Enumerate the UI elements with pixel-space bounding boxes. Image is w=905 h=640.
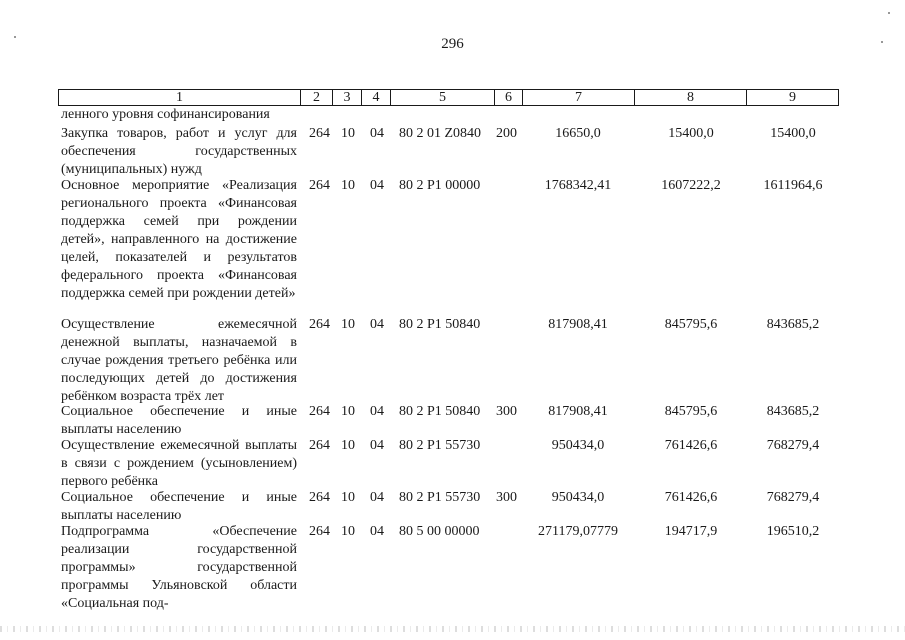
cell-col-3: 10	[341, 490, 355, 505]
scan-speck	[881, 41, 883, 43]
row-description: Подпрограмма «Обеспечение реализации государственной программы» государственной программы Ульяновской области «Социальная под-	[61, 524, 297, 611]
cell-col-2: 264	[309, 524, 330, 539]
page-number: 296	[441, 36, 464, 52]
cell-col-4: 04	[370, 438, 384, 453]
cell-col-2: 264	[309, 438, 330, 453]
scan-speck	[14, 36, 16, 38]
cell-col-3: 10	[341, 317, 355, 332]
cell-col-3: 10	[341, 524, 355, 539]
cell-col-5: 80 5 00 00000	[399, 524, 480, 539]
cell-col-6: 200	[496, 126, 517, 141]
header-col-6: 6	[495, 90, 523, 105]
header-col-5: 5	[391, 90, 495, 105]
cell-col-8: 194717,9	[664, 524, 718, 539]
header-col-8: 8	[635, 90, 747, 105]
cell-col-3: 10	[341, 404, 355, 419]
cell-col-5: 80 2 P1 50840	[399, 404, 481, 419]
header-col-1: 1	[59, 90, 301, 105]
cell-col-9: 196510,2	[766, 524, 820, 539]
cell-col-2: 264	[309, 404, 330, 419]
header-col-3: 3	[333, 90, 362, 105]
header-col-4: 4	[362, 90, 391, 105]
cell-col-4: 04	[370, 490, 384, 505]
cell-col-4: 04	[370, 317, 384, 332]
row-description: Осуществление ежемесячной денежной выплаты, назначаемой в случае рождения третьего ребёнка или последующих детей до достижения ребёнком возраста трёх лет	[61, 317, 297, 404]
cell-col-3: 10	[341, 178, 355, 193]
cell-col-9: 1611964,6	[763, 178, 823, 193]
row-description: ленного уровня софинансирования	[61, 107, 270, 122]
cell-col-2: 264	[309, 490, 330, 505]
cell-col-9: 768279,4	[766, 490, 820, 505]
cell-col-7: 950434,0	[551, 438, 605, 453]
table-header	[58, 89, 839, 106]
cell-col-4: 04	[370, 126, 384, 141]
header-col-2: 2	[301, 90, 333, 105]
cell-col-8: 1607222,2	[661, 178, 721, 193]
cell-col-2: 264	[309, 317, 330, 332]
scan-speck	[888, 12, 890, 14]
cell-col-9: 843685,2	[766, 317, 820, 332]
cell-col-2: 264	[309, 126, 330, 141]
cell-col-7: 950434,0	[551, 490, 605, 505]
row-description: Основное мероприятие «Реализация регионального проекта «Финансовая поддержка семей при рождении детей», направленного на достижение целей, показателей и результатов федерального проекта «Финансовая поддержка семей при рождении детей»	[61, 178, 297, 301]
cell-col-5: 80 2 P1 00000	[399, 178, 481, 193]
cell-col-5: 80 2 P1 55730	[399, 438, 481, 453]
cell-col-8: 761426,6	[664, 438, 718, 453]
header-col-7: 7	[523, 90, 635, 105]
cell-col-8: 15400,0	[668, 126, 714, 141]
cell-col-5: 80 2 P1 55730	[399, 490, 481, 505]
cell-col-3: 10	[341, 126, 355, 141]
row-description: Социальное обеспечение и иные выплаты населению	[61, 404, 297, 437]
cell-col-4: 04	[370, 178, 384, 193]
cell-col-7: 271179,07779	[538, 524, 618, 539]
cell-col-2: 264	[309, 178, 330, 193]
cell-col-4: 04	[370, 404, 384, 419]
cell-col-8: 845795,6	[664, 404, 718, 419]
row-description: Закупка товаров, работ и услуг для обеспечения государственных (муниципальных) нужд	[61, 126, 297, 177]
cell-col-9: 768279,4	[766, 438, 820, 453]
cell-col-4: 04	[370, 524, 384, 539]
header-col-9: 9	[789, 90, 796, 105]
cell-col-7: 817908,41	[548, 404, 608, 419]
row-description: Осуществление ежемесячной выплаты в связи с рождением (усыновлением) первого ребёнка	[61, 438, 297, 489]
cell-col-5: 80 2 01 Z0840	[399, 126, 482, 141]
scan-edge-noise	[0, 626, 905, 632]
cell-col-7: 1768342,41	[544, 178, 612, 193]
cell-col-7: 16650,0	[555, 126, 601, 141]
cell-col-5: 80 2 P1 50840	[399, 317, 481, 332]
cell-col-7: 817908,41	[548, 317, 608, 332]
cell-col-9: 15400,0	[770, 126, 816, 141]
cell-col-6: 300	[496, 490, 517, 505]
cell-col-3: 10	[341, 438, 355, 453]
cell-col-9: 843685,2	[766, 404, 820, 419]
row-description: Социальное обеспечение и иные выплаты населению	[61, 490, 297, 523]
cell-col-8: 845795,6	[664, 317, 718, 332]
cell-col-8: 761426,6	[664, 490, 718, 505]
cell-col-6: 300	[496, 404, 517, 419]
